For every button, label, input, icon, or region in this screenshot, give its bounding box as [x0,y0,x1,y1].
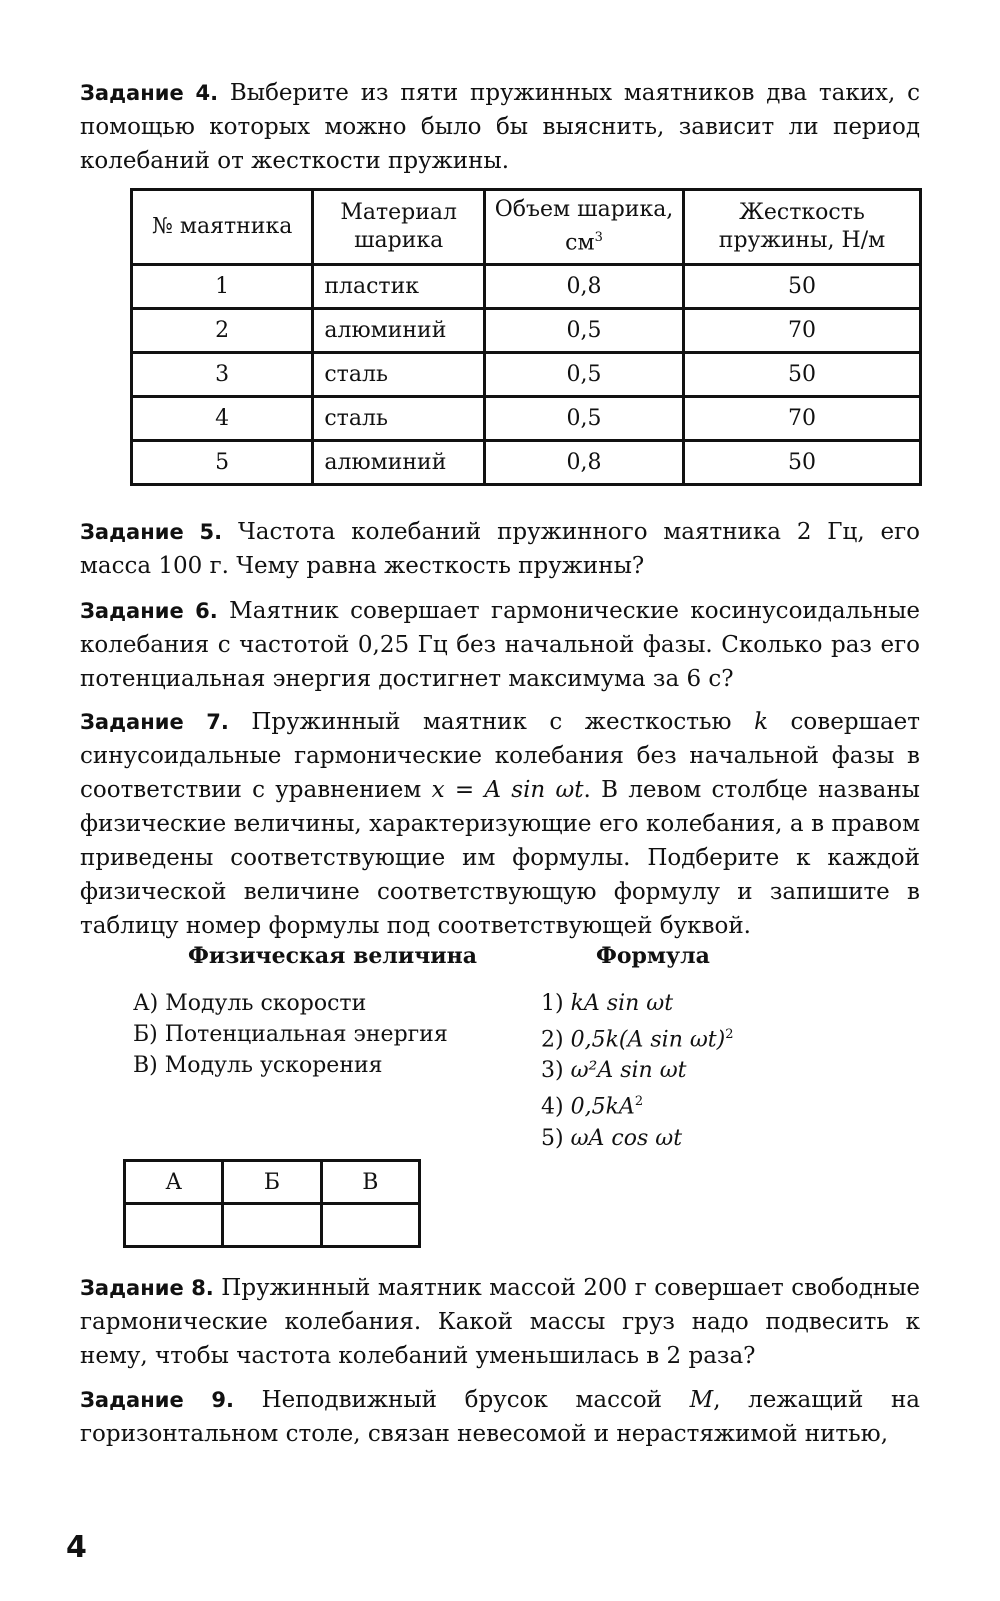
table-header-row [132,190,921,265]
quantity-column-header: Физическая величина [188,943,477,969]
answer-header-row [125,1161,420,1204]
quantity-list [133,988,448,1081]
answer-cell-b[interactable] [223,1204,321,1247]
answer-table [123,1159,421,1248]
cell-number: 3 [132,353,313,397]
answer-cell-v[interactable] [321,1204,419,1247]
table-row [132,397,921,441]
answer-row [125,1204,420,1247]
task-6-label: Задание 6. [80,599,218,623]
table-row [132,353,921,397]
list-item [541,1086,734,1122]
task-5 [80,515,920,583]
cell-volume: 0,5 [485,353,684,397]
formula-expression: kA sin ωt [570,991,674,1016]
cell-material: алюминий [313,441,485,485]
formula-expression: ωA cos ωt [570,1125,683,1151]
table-row [132,441,921,485]
table-row [132,265,921,309]
formula-expression: 0,5kA [570,1094,635,1120]
cell-volume: 0,5 [485,309,684,353]
cell-number: 5 [132,441,313,485]
task-8-label: Задание 8. [80,1276,214,1300]
task-6 [80,594,920,696]
header-material: Материал шарика [313,190,485,265]
cell-number: 2 [132,309,313,353]
list-item [541,1019,734,1055]
formula-list [541,988,734,1154]
equation: x = A sin ωt [431,777,584,803]
formula-number: 5) [541,1125,564,1151]
task-7 [80,705,920,943]
cell-number: 4 [132,397,313,441]
answer-header-b: Б [223,1161,321,1204]
header-volume: Объем шарика, $см^3$ [485,190,684,265]
task-5-text: Частота колебаний пружинного маятника 2 Гц, его масса 100 г. Чему равна жесткость пружины? [80,519,920,579]
formula-expression: ω²A sin ωt [570,1058,687,1084]
formula-number: 2) [541,1027,564,1053]
formula-number: 3) [541,1058,564,1084]
cell-stiffness: 50 [684,265,921,309]
cell-volume: 0,5 [485,397,684,441]
cell-stiffness: 70 [684,397,921,441]
task-5-label: Задание 5. [80,520,223,544]
task-4 [80,76,920,178]
answer-cell-a[interactable] [125,1204,223,1247]
cell-volume: 0,8 [485,265,684,309]
cell-volume: 0,8 [485,441,684,485]
cell-stiffness: 50 [684,353,921,397]
cell-stiffness: 50 [684,441,921,485]
task-8 [80,1271,920,1373]
answer-header-a: А [125,1161,223,1204]
formula-column-header: Формула [596,943,710,969]
formula-superscript: 2 [725,1027,734,1042]
answer-header-v: В [321,1161,419,1204]
page-number: 4 [66,1530,87,1565]
formula-number: 4) [541,1094,564,1120]
cell-material: пластик [313,265,485,309]
list-item [541,1123,734,1154]
cell-stiffness: 70 [684,309,921,353]
task-7-text: . В левом столбце названы физические величины, характеризующие его колебания, а в правом приведены соответствующие им формулы. Подберите к каждой физической величине соответствующую формулу и запишите в таблицу номер формулы под соответствующей буквой. [80,777,920,939]
cell-number: 1 [132,265,313,309]
task-7-text: совершает синусоидальные гармонические колебания без начальной фазы в соответствии с уравнением [80,709,920,803]
header-stiffness: Жесткость пружины, Н/м [684,190,921,265]
list-item: А) Модуль скорости [133,991,367,1016]
formula-expression: 0,5k(A sin ωt) [570,1027,726,1053]
formula-superscript: 2 [634,1094,644,1110]
unit-superscript: 3 [594,230,603,246]
list-item: В) Модуль ускорения [133,1053,383,1078]
list-item [541,988,734,1019]
cell-material: сталь [313,353,485,397]
task-6-text: Маятник совершает гармонические косинусоидальные колебания с частотой 0,25 Гц без начальной фазы. Сколько раз его потенциальная энергия достигнет максимума за 6 с? [80,598,920,692]
list-item [541,1055,734,1086]
task-4-text: Выберите из пяти пружинных маятников два таких, с помощью которых можно было бы выяснить, зависит ли период колебаний от жесткости пружины. [80,80,920,174]
task-9 [80,1383,920,1451]
task-7-text: Пружинный маятник с жесткостью [228,709,755,735]
cell-material: сталь [313,397,485,441]
table-row [132,309,921,353]
list-item: Б) Потенциальная энергия [133,1022,448,1047]
task-8-text: Пружинный маятник массой 200 г совершает свободные гармонические колебания. Какой массы груз надо подвесить к нему, чтобы частота колебаний уменьшилась в 2 раза? [80,1275,920,1369]
mass-symbol: M [689,1387,714,1413]
stiffness-symbol: k [754,709,769,735]
task-9-text: , лежащий на горизонтальном столе, связан невесомой и нерастяжимой нитью, [80,1387,920,1447]
task-9-text: Неподвижный брусок массой [233,1387,690,1413]
task-4-label: Задание 4. [80,81,219,105]
formula-number: 1) [541,991,564,1016]
task-9-label: Задание 9. [80,1388,234,1412]
header-number: № маятника [132,190,313,265]
pendulum-table [130,188,922,486]
cell-material: алюминий [313,309,485,353]
task-7-label: Задание 7. [80,710,229,734]
